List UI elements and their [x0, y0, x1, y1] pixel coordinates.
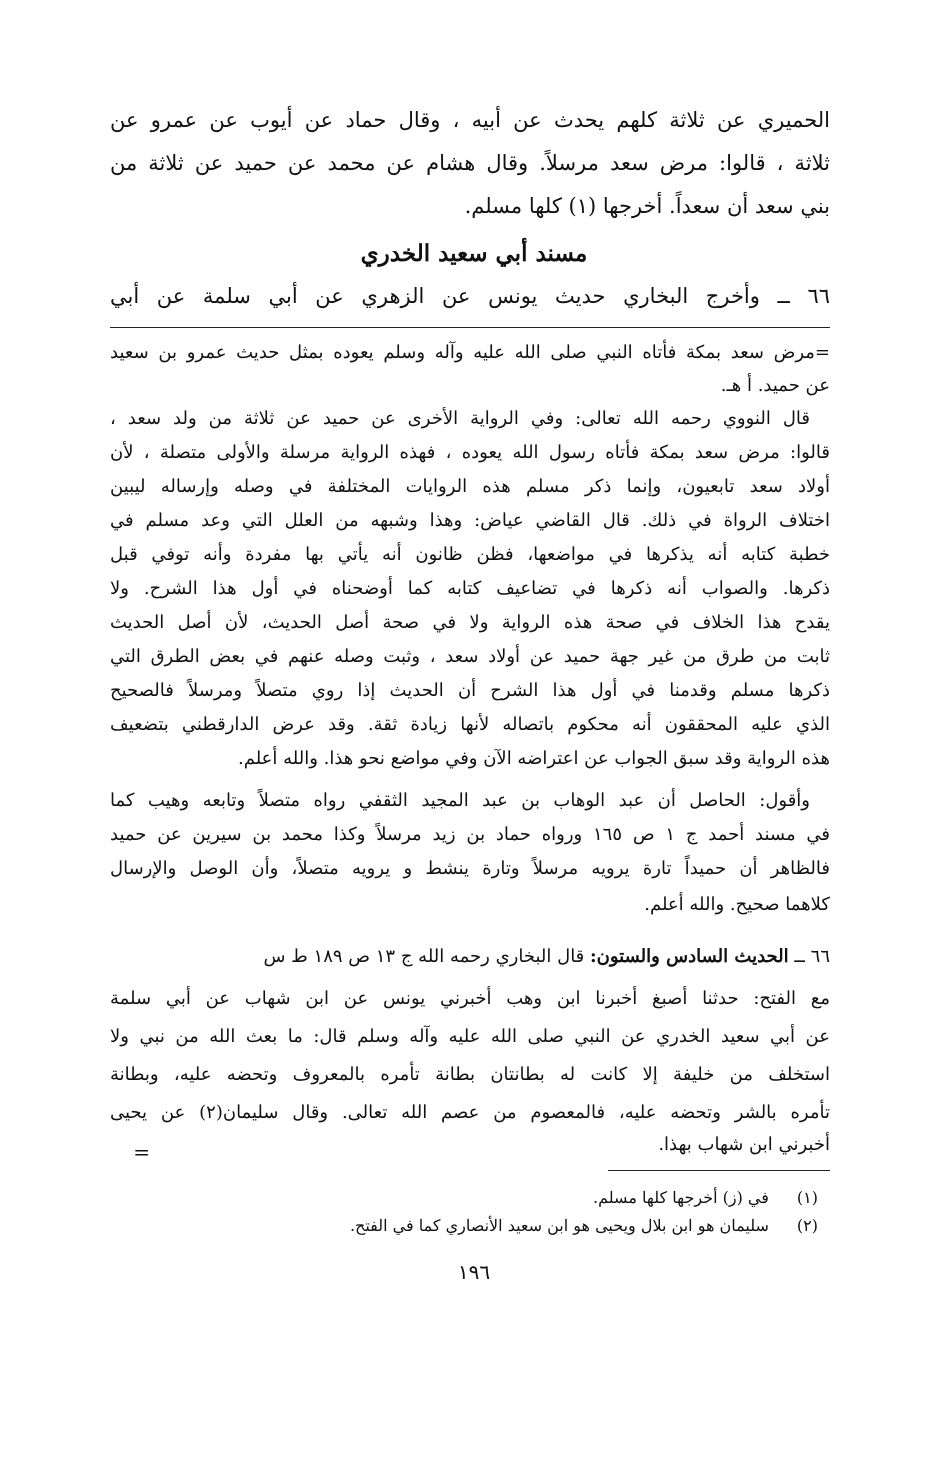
footnote-line: هذه الرواية وقد سبق الجواب عن اعتراضه الآن وفي مواضع نحو هذا. والله أعلم.	[238, 748, 830, 769]
hadith-source: قال البخاري رحمه الله ج ١٣ ص ١٨٩ ط س	[263, 946, 585, 967]
footnote-line: كلاهما صحيح. والله أعلم.	[644, 894, 830, 915]
footnote-line: مع الفتح: حدثنا أصبغ أخبرنا ابن وهب أخبرني يونس عن ابن شهاب عن أبي سلمة	[110, 988, 830, 1009]
hadith-66-header	[110, 940, 830, 976]
footnote-line: عن حميد. أ هـ.	[720, 375, 830, 396]
continuation-mark: =	[133, 1140, 150, 1164]
footnote-line: اختلاف الرواة في ذلك. قال القاضي عياض: وهذا وشبهه من العلل التي وعد مسلم في	[110, 510, 830, 531]
main-text-line: الحميري عن ثلاثة كلهم يحدث عن أبيه ، وقال حماد عن أيوب عن عمرو عن	[110, 108, 830, 132]
endnote-number: (٢)	[796, 1216, 818, 1235]
footnote-line: عن أبي سعيد الخدري عن النبي صلى الله عليه وآله وسلم قال: ما بعث الله من نبي ولا	[110, 1026, 830, 1047]
footnote-line: استخلف من خليفة إلا كانت له بطانتان بطانة تأمره بالمعروف وتحضه عليه، وبطانة	[110, 1064, 830, 1085]
footnote-line: قالوا: مرض سعد بمكة فأتاه رسول الله يعوده ، فهذه الرواية مرسلة والأولى متصلة ، لأن	[110, 442, 830, 463]
main-text-line: بني سعد أن سعداً. أخرجها (١) كلها مسلم.	[464, 194, 830, 218]
footnote-line: ذكرها. والصواب أنه ذكرها في تضاعيف كتابه كما أوضحناه في أول هذا الشرح. ولا	[110, 578, 830, 599]
endnote-1	[178, 1186, 818, 1210]
endnote-2	[178, 1214, 818, 1238]
endnote-text: في (ز) أخرجها كلها مسلم.	[593, 1188, 769, 1207]
footnote-line: فالظاهر أن حميداً تارة يرويه مرسلاً وتارة ينشط و يرويه متصلاً، وأن الوصل والإرسال	[110, 858, 830, 879]
footnote-line: أولاد سعد تابعيون، وإنما ذكر مسلم هذه الروايات المختلفة في وصله وإرساله ليبين	[110, 476, 830, 497]
footnote-line: خطبة كتابه أنه يذكرها في مواضعها، فظن ظانون أنه يأتي بها مفردة وأنه توفي قبل	[110, 544, 830, 565]
endnote-text: سليمان هو ابن بلال ويحيى هو ابن سعيد الأنصاري كما في الفتح.	[349, 1216, 769, 1235]
footnote-line: قال النووي رحمه الله تعالى: وفي الرواية الأخرى عن حميد عن ثلاثة من ولد سعد ،	[110, 408, 810, 429]
footnote-line: الذي عليه المحققون أنه محكوم باتصاله لأنها زيادة ثقة. وقد عرض الدارقطني بتضعيف	[110, 714, 830, 735]
main-text-line: ثلاثة ، قالوا: مرض سعد مرسلاً. وقال هشام عن محمد عن حميد عن ثلاثة من	[110, 151, 830, 175]
footnote-line: ذكرها مسلم وقدمنا في أول هذا الشرح أن الحديث إذا روي متصلاً ومرسلاً فالصحيح	[110, 680, 830, 701]
section-heading: مسند أبي سعيد الخدري	[360, 240, 588, 267]
footnote-line: في مسند أحمد ج ١ ص ١٦٥ ورواه حماد بن زيد مرسلاً وكذا محمد بن سيرين عن حميد	[110, 824, 830, 845]
footnote-line: ثابت من طرق من غير جهة حميد عن أولاد سعد ، وثبت وصله عنهم في بعض الطرق التي	[110, 646, 830, 667]
footnote-line: تأمره بالشر وتحضه عليه، فالمعصوم من عصم الله تعالى. وقال سليمان(٢) عن يحيى	[110, 1102, 830, 1123]
footnote-line: أخبرني ابن شهاب بهذا.	[658, 1134, 830, 1155]
footnote-rule	[608, 1170, 830, 1171]
main-text-line: ٦٦ ــ وأخرج البخاري حديث يونس عن الزهري عن أبي سلمة عن أبي	[110, 284, 830, 308]
page-number: ١٩٦	[457, 1260, 491, 1284]
footnote-line: =مرض سعد بمكة فأتاه النبي صلى الله عليه وآله وسلم يعوده بمثل حديث عمرو بن سعيد	[110, 342, 830, 363]
footnote-line: وأقول: الحاصل أن عبد الوهاب بن عبد المجيد الثقفي رواه متصلاً وتابعه وهيب كما	[110, 790, 810, 811]
footnote-line: يقدح هذا الخلاف في صحة هذه الرواية ولا في صحة أصل الحديث، لأن أصل الحديث	[110, 612, 830, 633]
separator-rule	[110, 327, 830, 328]
hadith-title: الحديث السادس والستون:	[590, 946, 789, 967]
endnote-number: (١)	[796, 1188, 818, 1207]
item-number: ٦٦ ــ	[794, 946, 830, 967]
